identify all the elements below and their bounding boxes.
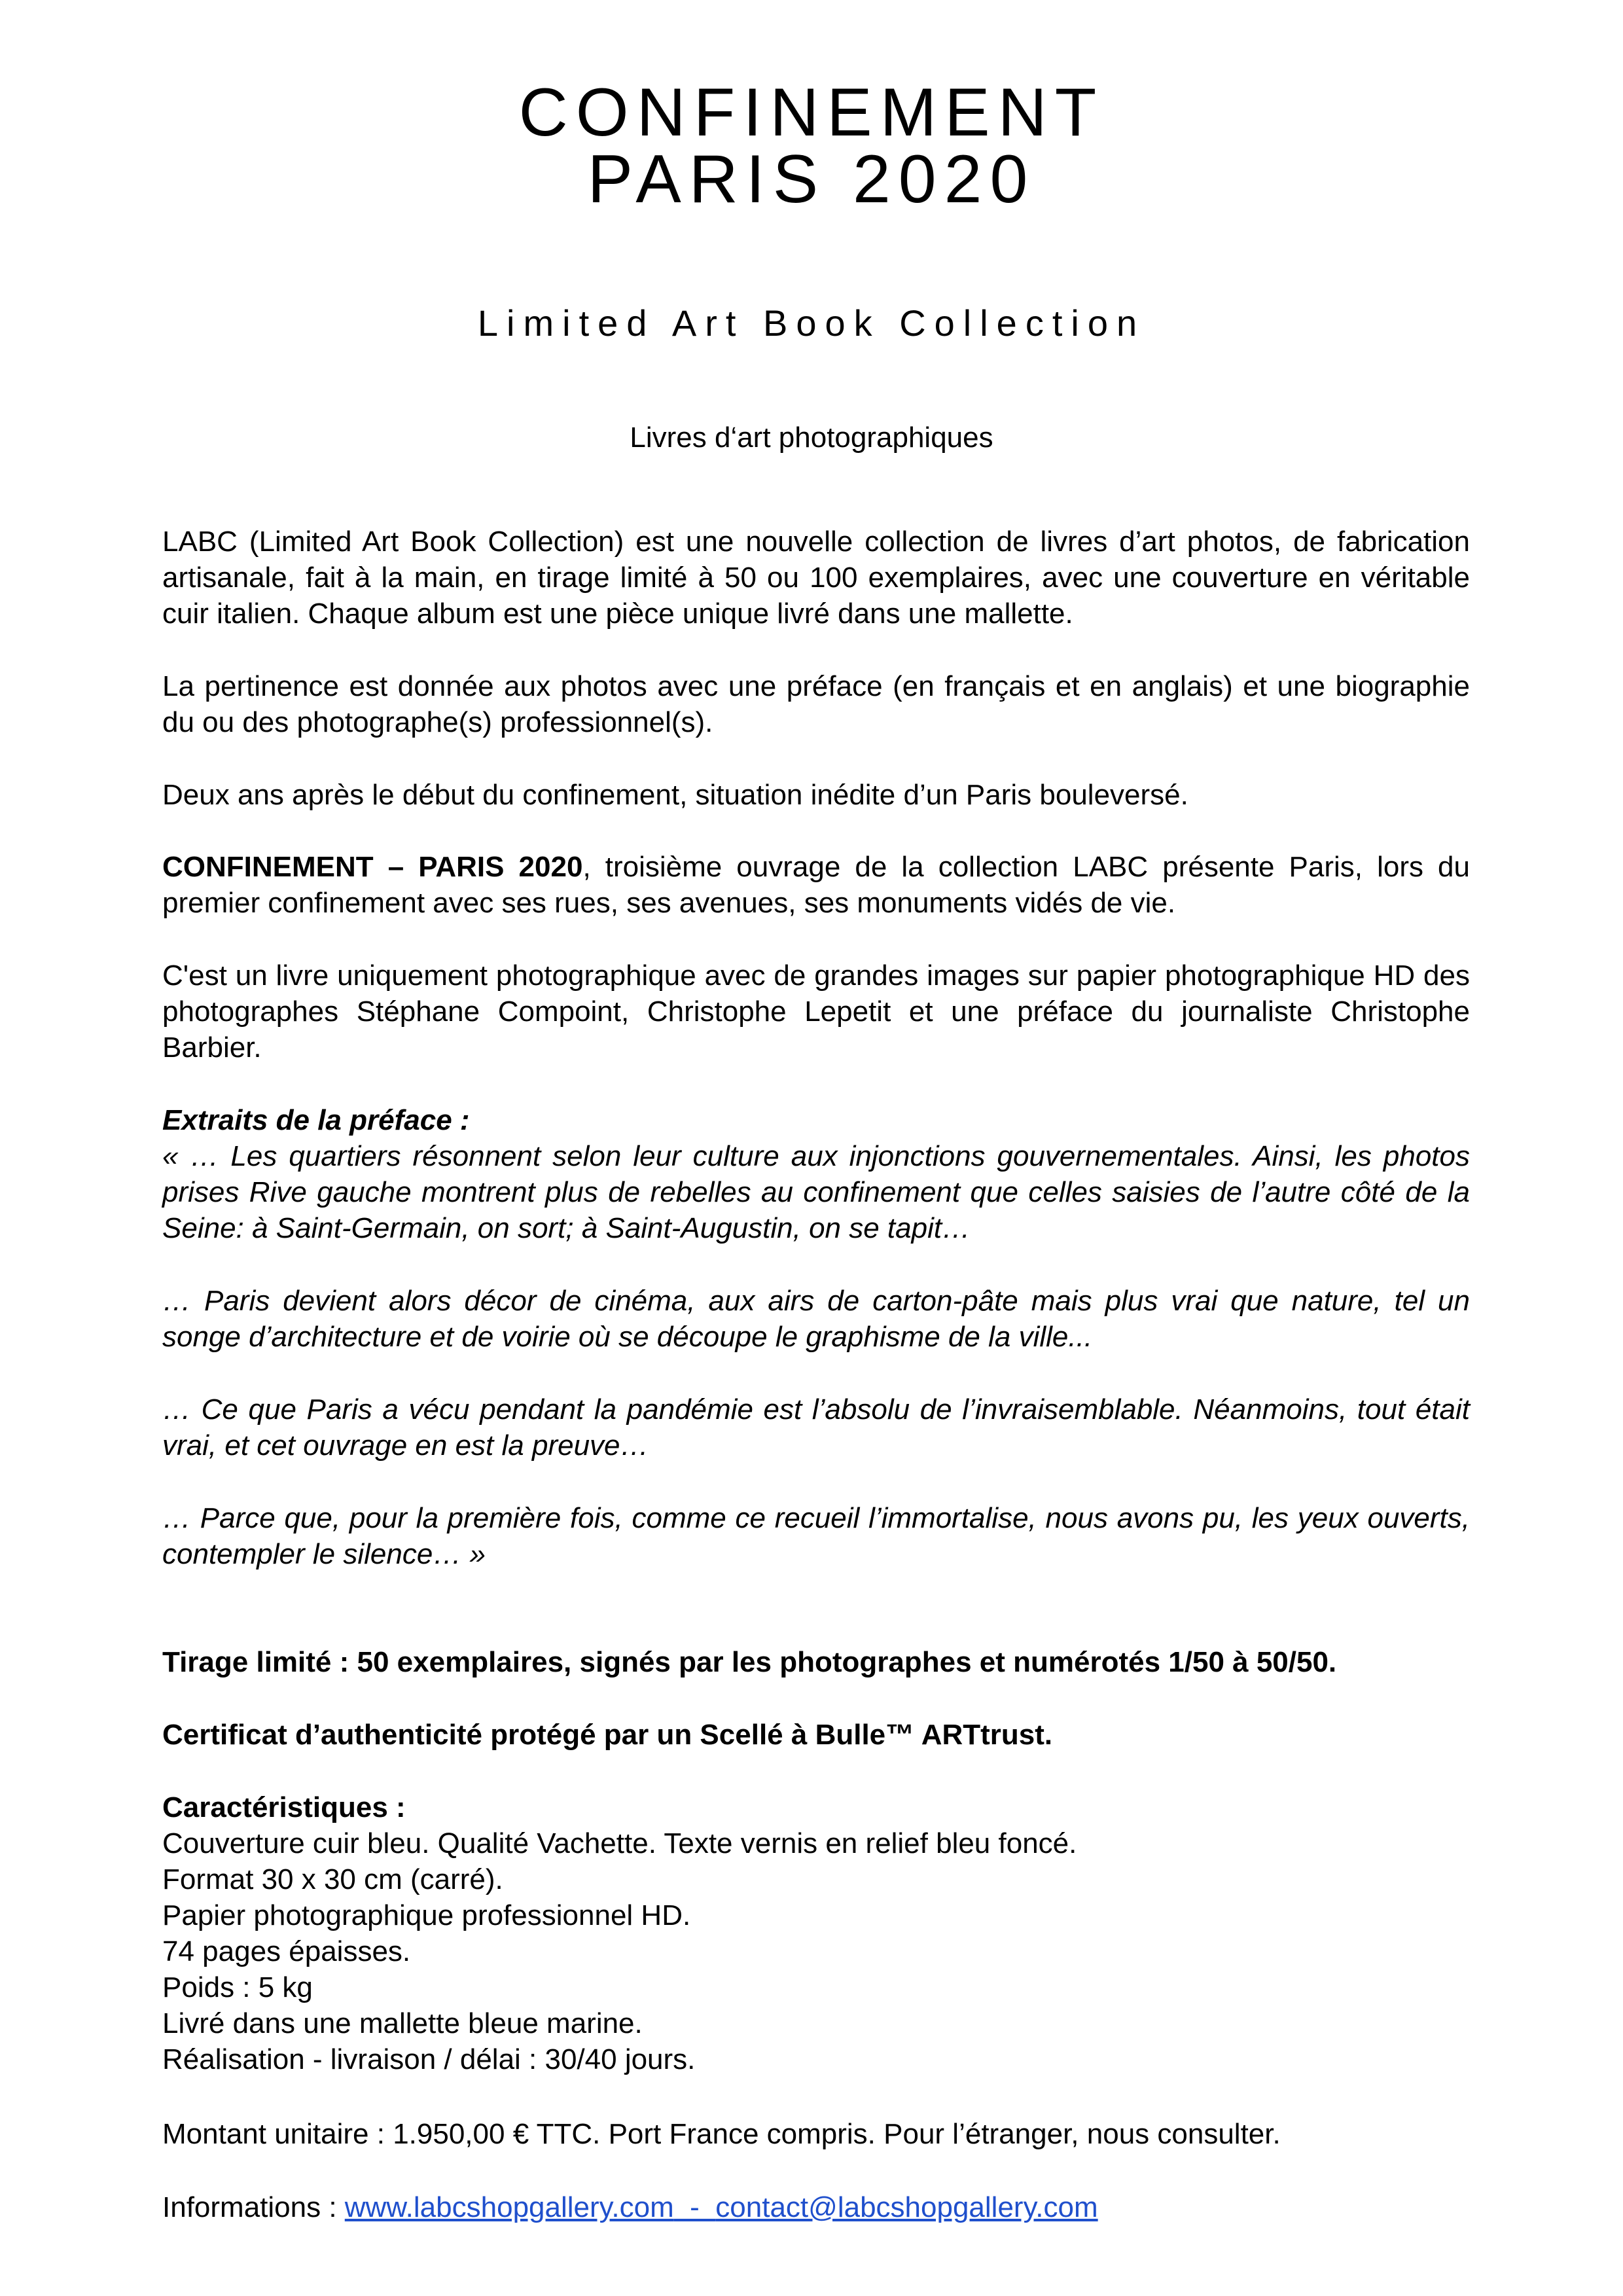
tagline: Livres d‘art photographiques [630, 422, 993, 454]
preface-quote-3: … Ce que Paris a vécu pendant la pandémie est l’absolu de l’invraisemblable. Néanmoins, tout était vrai, et cet ouvrage en est la preuve… [162, 1393, 1470, 1462]
intro-paragraph-4: CONFINEMENT – PARIS 2020, troisième ouvrage de la collection LABC présente Paris, lors du premier confinement avec ses rues, ses avenues, ses monuments vidés de vie. [162, 851, 1470, 919]
subtitle: Limited Art Book Collection [477, 302, 1146, 344]
spec-item: Livré dans une mallette bleue marine. [162, 2007, 643, 2039]
preface-section [162, 1102, 1470, 1246]
title-line-2: PARIS 2020 [587, 141, 1036, 217]
preface-quote-4: … Parce que, pour la première fois, comme ce recueil l’immortalise, nous avons pu, les yeux ouverts, contempler le silence… » [162, 1502, 1470, 1570]
specifications [162, 1789, 1470, 2077]
intro-paragraph-5: C'est un livre uniquement photographique avec de grandes images sur papier photographique HD des photographes Stéphane Compoint, Christophe Lepetit et une préface du journaliste Christophe Barbier. [162, 960, 1470, 1064]
spec-item: Couverture cuir bleu. Qualité Vachette. Texte vernis en relief bleu foncé. [162, 1827, 1077, 1859]
website-link[interactable]: www.labcshopgallery.com [344, 2191, 674, 2223]
spec-item: Poids : 5 kg [162, 1971, 313, 2003]
contact-info [162, 2189, 1470, 2225]
price-note: Montant unitaire : 1.950,00 € TTC. Port France compris. Pour l’étranger, nous consulter. [162, 2118, 1281, 2150]
preface-quote-1: « … Les quartiers résonnent selon leur culture aux injonctions gouvernementales. Ainsi, les photos prises Rive gauche montrent plus de rebelles au confinement que celles saisies de l’autre côté de la Seine: à Saint-Germain, on sort; à Saint-Augustin, on se tapit… [162, 1140, 1470, 1244]
contact-label: Informations : [162, 2191, 345, 2223]
preface-heading: Extraits de la préface : [162, 1104, 470, 1136]
spec-item: Réalisation - livraison / délai : 30/40 jours. [162, 2043, 696, 2075]
preface-quote-2: … Paris devient alors décor de cinéma, aux airs de carton-pâte mais plus vrai que nature, tel un songe d’architecture et de voirie où se découpe le graphisme de la ville... [162, 1285, 1470, 1353]
spec-item: Papier photographique professionnel HD. [162, 1899, 691, 1931]
title-line-1: CONFINEMENT [518, 75, 1105, 151]
limited-edition-note: Tirage limité : 50 exemplaires, signés par les photographes et numérotés 1/50 à 50/50. [162, 1646, 1337, 1678]
email-link[interactable]: contact@labcshopgallery.com [715, 2191, 1098, 2223]
spec-item: Format 30 x 30 cm (carré). [162, 1863, 503, 1895]
intro-paragraph-1: LABC (Limited Art Book Collection) est une nouvelle collection de livres d’art photos, de fabrication artisanale, fait à la main, en tirage limité à 50 ou 100 exemplaires, avec une couverture en véritable cuir italien. Chaque album est une pièce unique livré dans une mallette. [162, 526, 1470, 630]
certificate-note: Certificat d’authenticité protégé par un Scellé à Bulle™ ARTtrust. [162, 1719, 1053, 1751]
intro-paragraph-3: Deux ans après le début du confinement, situation inédite d’un Paris bouleversé. [162, 779, 1188, 811]
intro-paragraph-2: La pertinence est donnée aux photos avec une préface (en français et en anglais) et une biographie du ou des photographe(s) professionnel(s). [162, 670, 1470, 738]
book-title-inline: CONFINEMENT – PARIS 2020 [162, 851, 583, 883]
specs-heading: Caractéristiques : [162, 1791, 406, 1823]
spec-item: 74 pages épaisses. [162, 1935, 411, 1967]
contact-separator: - [673, 2191, 716, 2223]
